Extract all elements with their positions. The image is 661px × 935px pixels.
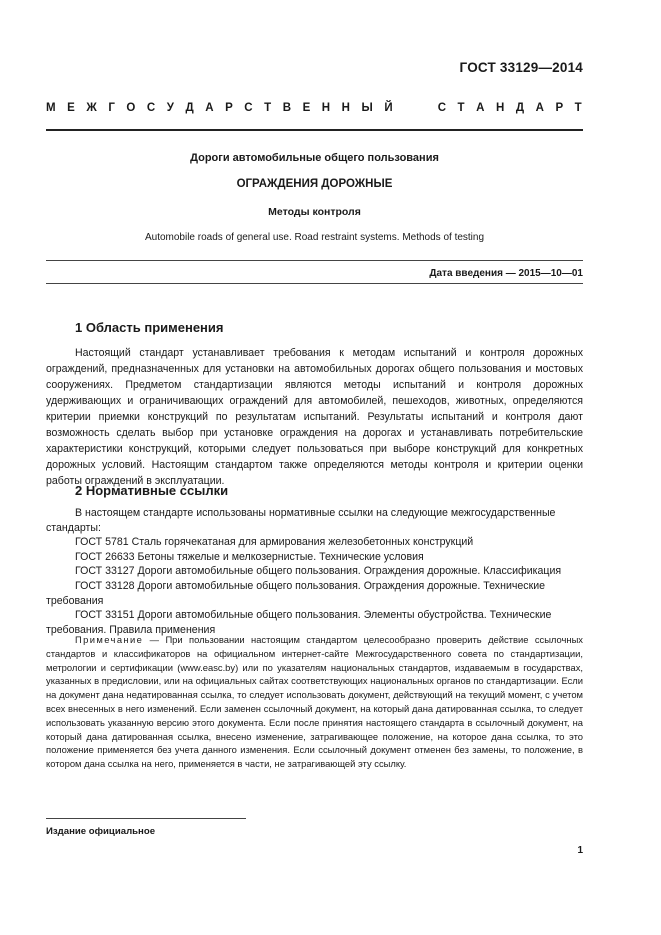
section-1-heading: 1 Область применения <box>75 320 224 335</box>
banner-letter: С <box>437 102 446 114</box>
banner-letter: О <box>126 102 136 114</box>
footer-divider <box>46 818 246 819</box>
title-line-3: Методы контроля <box>268 206 361 218</box>
banner-word-gap <box>404 102 426 114</box>
references-intro: В настоящем стандарте использованы нормативные ссылки на следующие межгосударственные стандарты: <box>46 507 556 534</box>
note-label: Примечание <box>75 634 144 645</box>
banner-letter: В <box>282 102 292 114</box>
banner-letter: М <box>46 102 56 114</box>
banner-letter: А <box>476 102 485 114</box>
section-2-heading: 2 Нормативные ссылки <box>75 483 229 498</box>
reference-item: ГОСТ 26633 Бетоны тяжелые и мелкозернистые. Технические условия <box>75 550 424 563</box>
banner-letter: С <box>244 102 253 114</box>
banner-letter: Е <box>67 102 75 114</box>
banner-letter: У <box>166 102 174 114</box>
references-note <box>46 633 583 771</box>
interstate-standard-banner <box>46 102 582 114</box>
page-number: 1 <box>577 845 583 856</box>
reference-item: ГОСТ 33127 Дороги автомобильные общего пользования. Ограждения дорожные. Классификация <box>75 565 562 578</box>
banner-letter: Г <box>108 102 115 114</box>
banner-letter: Й <box>384 102 393 114</box>
banner-letter: Н <box>341 102 350 114</box>
date-divider <box>46 283 583 284</box>
title-divider <box>46 260 583 261</box>
banner-letter: Т <box>264 102 272 114</box>
banner-letter: А <box>535 102 544 114</box>
banner-letter: Т <box>457 102 465 114</box>
note-text: — При пользовании настоящим стандартом целесообразно проверить действие ссылочных стандартов и классификаторов на официальном интернет-сайте Межгосударственного совета по стандартизации, метрологии и сертификации (www.easc.by) или по указателям национальных стандартов, издаваемым в государствах, указанных в предисловии, или на официальных сайтах соответствующих национальных органов по стандартизации. Если на документ дана недатированная ссылка, то следует использовать документ, действующий на текущий момент, с учетом всех внесенных в него изменений. Если заменен ссылочный документ, на который дана датированная ссылка, то следует использовать указанную версию этого документа. Если после принятия настоящего стандарта в ссылочный документ, на который дана датированная ссылка, внесено изменение, затрагивающее положение, на которое дана ссылка, то это положение применяется без учета данного изменения. Если ссылочный документ отменен без замены, то положение, в котором дана ссылка на него, применяется в части, не затрагивающей эту ссылку. <box>46 634 583 770</box>
standard-number: ГОСТ 33129—2014 <box>459 60 583 75</box>
reference-item: ГОСТ 5781 Сталь горячекатаная для армирования железобетонных конструкций <box>75 536 474 549</box>
banner-letter: Н <box>321 102 331 114</box>
banner-letter: Е <box>302 102 311 114</box>
title-line-2: ОГРАЖДЕНИЯ ДОРОЖНЫЕ <box>236 178 393 190</box>
banner-letter: Д <box>185 102 194 114</box>
banner-letter: Т <box>574 102 582 114</box>
section-2-body <box>46 506 583 637</box>
banner-letter: Ы <box>361 102 373 114</box>
introduction-date: Дата введения — 2015—10—01 <box>429 268 583 279</box>
banner-letter: А <box>205 102 214 114</box>
banner-letter: Ж <box>86 102 97 114</box>
section-1-paragraph: Настоящий стандарт устанавливает требования к методам испытаний и контроля дорожных ограждений, предназначенных для установки на автомобильных дорогах общего пользования и мостовых сооружениях. Предметом стандартизации являются методы испытаний и контроля дорожных удерживающих и ограничивающих ограждений для автомобилей, пешеходов, животных, определяются критерии приемки конструкций по результатам испытаний. Результаты испытаний и контроля дают возможность сделать выбор при установке ограждения на дорогах и устанавливать потребительские характеристики конструкций, которыми следует пользоваться при выборе конструкций для конкретных дорожных условий. Настоящим стандартом также определяются методы контроля и критерии оценки работы ограждений в эксплуатации. <box>46 347 583 487</box>
header-divider <box>46 129 583 131</box>
banner-letter: Р <box>225 102 233 114</box>
banner-letter: Р <box>555 102 564 114</box>
title-line-1: Дороги автомобильные общего пользования <box>190 152 439 164</box>
banner-letter: С <box>146 102 156 114</box>
banner-letter: Д <box>515 102 525 114</box>
official-edition-label: Издание официальное <box>46 826 156 837</box>
reference-item: ГОСТ 33151 Дороги автомобильные общего пользования. Элементы обустройства. Технические требования. Правила применения <box>46 609 552 636</box>
section-1-body <box>46 345 583 489</box>
banner-letter: Н <box>495 102 505 114</box>
english-title: Automobile roads of general use. Road restraint systems. Methods of testing <box>144 232 485 243</box>
reference-item: ГОСТ 33128 Дороги автомобильные общего пользования. Ограждения дорожные. Технические требования <box>46 579 546 607</box>
